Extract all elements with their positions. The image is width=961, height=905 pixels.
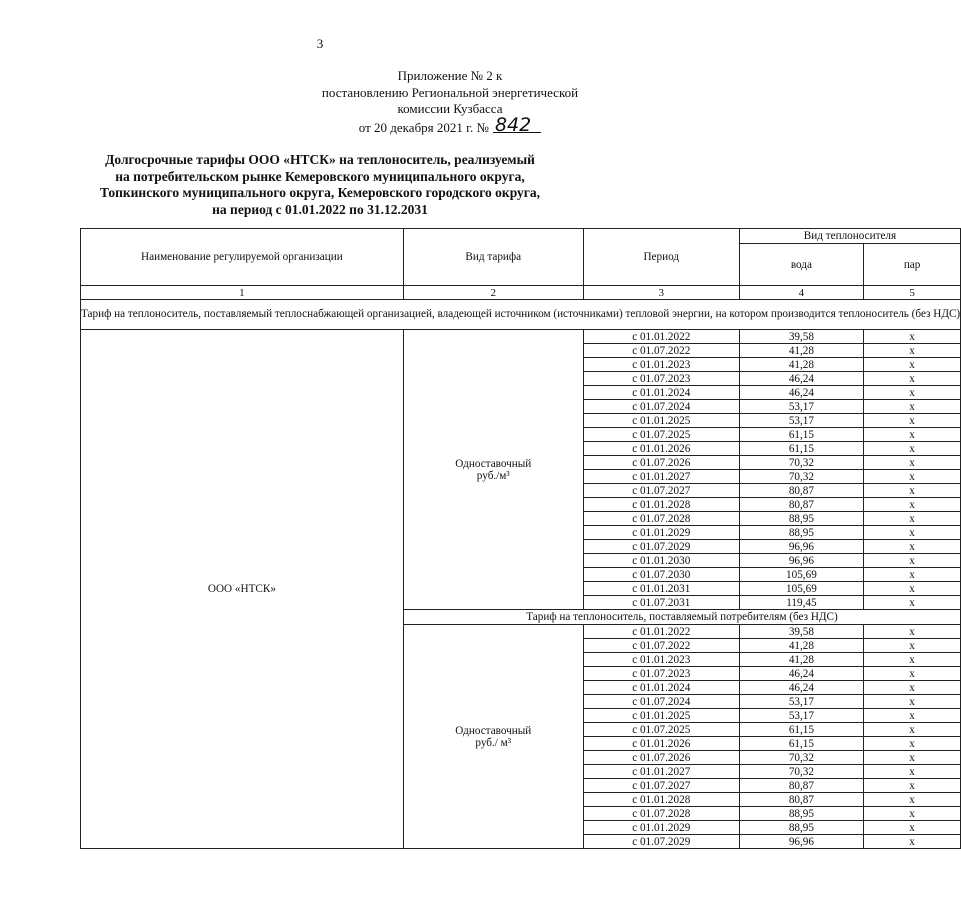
- steam-tariff-cell: x: [864, 568, 961, 582]
- steam-tariff-cell: x: [864, 400, 961, 414]
- water-tariff-cell: 88,95: [739, 821, 863, 835]
- period-cell: с 01.07.2024: [583, 400, 739, 414]
- column-number: 5: [864, 286, 961, 300]
- period-cell: с 01.07.2022: [583, 344, 739, 358]
- appendix-line-3: комиссии Кузбасса: [397, 101, 503, 116]
- steam-tariff-cell: x: [864, 470, 961, 484]
- steam-tariff-cell: x: [864, 653, 961, 667]
- period-cell: с 01.07.2028: [583, 807, 739, 821]
- steam-tariff-cell: x: [864, 667, 961, 681]
- period-cell: с 01.01.2027: [583, 765, 739, 779]
- tariff-kind-cell: [403, 330, 583, 610]
- steam-tariff-cell: x: [864, 428, 961, 442]
- tariff-kind-cell: [403, 625, 583, 849]
- water-tariff-cell: 53,17: [739, 695, 863, 709]
- column-number: 1: [81, 286, 404, 300]
- page-number: 3: [316, 36, 324, 51]
- water-tariff-cell: 80,87: [739, 793, 863, 807]
- appendix-header: [300, 68, 600, 136]
- steam-tariff-cell: x: [864, 582, 961, 596]
- period-cell: с 01.01.2025: [583, 709, 739, 723]
- period-cell: с 01.07.2029: [583, 835, 739, 849]
- tariff-table: [80, 228, 961, 849]
- tariff-unit: руб./ м³: [475, 736, 512, 749]
- steam-tariff-cell: x: [864, 330, 961, 344]
- period-cell: с 01.01.2028: [583, 498, 739, 512]
- water-tariff-cell: 41,28: [739, 358, 863, 372]
- steam-tariff-cell: x: [864, 358, 961, 372]
- steam-tariff-cell: x: [864, 737, 961, 751]
- water-tariff-cell: 61,15: [739, 737, 863, 751]
- steam-tariff-cell: x: [864, 386, 961, 400]
- water-tariff-cell: 105,69: [739, 582, 863, 596]
- steam-tariff-cell: x: [864, 681, 961, 695]
- water-tariff-cell: 39,58: [739, 625, 863, 639]
- period-cell: с 01.01.2022: [583, 625, 739, 639]
- period-cell: с 01.01.2026: [583, 442, 739, 456]
- water-tariff-cell: 88,95: [739, 512, 863, 526]
- appendix-line-4: [300, 113, 600, 137]
- water-tariff-cell: 53,17: [739, 400, 863, 414]
- steam-tariff-cell: x: [864, 554, 961, 568]
- steam-tariff-cell: x: [864, 372, 961, 386]
- steam-tariff-cell: x: [864, 512, 961, 526]
- water-tariff-cell: 96,96: [739, 835, 863, 849]
- handwritten-decree-number: 842: [493, 118, 541, 133]
- water-tariff-cell: 61,15: [739, 723, 863, 737]
- water-tariff-cell: 46,24: [739, 667, 863, 681]
- water-tariff-cell: 53,17: [739, 709, 863, 723]
- water-tariff-cell: 46,24: [739, 681, 863, 695]
- water-tariff-cell: 46,24: [739, 386, 863, 400]
- title-line-2: на потребительском рынке Кемеровского муниципального округа,: [115, 168, 525, 184]
- period-cell: с 01.07.2026: [583, 456, 739, 470]
- steam-tariff-cell: x: [864, 344, 961, 358]
- water-tariff-cell: 41,28: [739, 344, 863, 358]
- steam-tariff-cell: x: [864, 835, 961, 849]
- period-cell: с 01.07.2029: [583, 540, 739, 554]
- period-cell: с 01.07.2027: [583, 779, 739, 793]
- period-cell: с 01.07.2025: [583, 723, 739, 737]
- column-number: 3: [583, 286, 739, 300]
- tariff-kind: Одноставочный: [455, 724, 532, 737]
- title-line-4: на период с 01.01.2022 по 31.12.2031: [212, 201, 428, 217]
- steam-tariff-cell: x: [864, 484, 961, 498]
- column-numbers-row: [81, 286, 961, 300]
- title-line-1: Долгосрочные тарифы ООО «НТСК» на теплоноситель, реализуемый: [105, 152, 535, 167]
- water-tariff-cell: 70,32: [739, 751, 863, 765]
- period-cell: с 01.01.2023: [583, 358, 739, 372]
- column-number: 4: [739, 286, 863, 300]
- period-cell: с 01.01.2025: [583, 414, 739, 428]
- appendix-line-2: постановлению Региональной энергетической: [321, 84, 579, 100]
- water-tariff-cell: 80,87: [739, 498, 863, 512]
- water-tariff-cell: 41,28: [739, 653, 863, 667]
- document-title: [60, 152, 580, 218]
- water-tariff-cell: 96,96: [739, 540, 863, 554]
- steam-tariff-cell: x: [864, 723, 961, 737]
- steam-tariff-cell: x: [864, 793, 961, 807]
- tariff-unit: руб./м³: [476, 469, 510, 482]
- period-cell: с 01.01.2027: [583, 470, 739, 484]
- section-1-caption: Тариф на теплоноситель, поставляемый теплоснабжающей организацией, владеющей источником (источниками) тепловой энергии, на котором производится теплоноситель (без НДС): [81, 300, 961, 330]
- period-cell: с 01.01.2024: [583, 386, 739, 400]
- steam-tariff-cell: x: [864, 821, 961, 835]
- period-cell: с 01.01.2026: [583, 737, 739, 751]
- water-tariff-cell: 46,24: [739, 372, 863, 386]
- header-carrier-type: Вид теплоносителя: [739, 229, 960, 244]
- title-line-3: Топкинского муниципального округа, Кемеровского городского округа,: [99, 185, 541, 201]
- water-tariff-cell: 70,32: [739, 456, 863, 470]
- period-cell: с 01.07.2027: [583, 484, 739, 498]
- water-tariff-cell: 39,58: [739, 330, 863, 344]
- steam-tariff-cell: x: [864, 695, 961, 709]
- water-tariff-cell: 88,95: [739, 807, 863, 821]
- period-cell: с 01.01.2029: [583, 821, 739, 835]
- section-2-caption: Тариф на теплоноситель, поставляемый потребителям (без НДС): [403, 610, 960, 625]
- steam-tariff-cell: x: [864, 765, 961, 779]
- period-cell: с 01.01.2022: [583, 330, 739, 344]
- decree-date: от 20 декабря 2021 г. №: [358, 119, 489, 135]
- period-cell: с 01.07.2022: [583, 639, 739, 653]
- steam-tariff-cell: x: [864, 456, 961, 470]
- period-cell: с 01.07.2023: [583, 372, 739, 386]
- period-cell: с 01.07.2025: [583, 428, 739, 442]
- period-cell: с 01.07.2024: [583, 695, 739, 709]
- steam-tariff-cell: x: [864, 807, 961, 821]
- steam-tariff-cell: x: [864, 625, 961, 639]
- header-organization: Наименование регулируемой организации: [81, 229, 404, 286]
- water-tariff-cell: 53,17: [739, 414, 863, 428]
- steam-tariff-cell: x: [864, 526, 961, 540]
- column-number: 2: [403, 286, 583, 300]
- steam-tariff-cell: x: [864, 639, 961, 653]
- header-steam: пар: [864, 244, 961, 286]
- period-cell: с 01.01.2029: [583, 526, 739, 540]
- water-tariff-cell: 119,45: [739, 596, 863, 610]
- water-tariff-cell: 70,32: [739, 470, 863, 484]
- appendix-line-1: Приложение № 2 к: [397, 68, 503, 83]
- period-cell: с 01.01.2031: [583, 582, 739, 596]
- water-tariff-cell: 80,87: [739, 484, 863, 498]
- steam-tariff-cell: x: [864, 442, 961, 456]
- period-cell: с 01.07.2026: [583, 751, 739, 765]
- tariff-kind: Одноставочный: [455, 457, 532, 470]
- period-cell: с 01.01.2030: [583, 554, 739, 568]
- steam-tariff-cell: x: [864, 751, 961, 765]
- header-period: Период: [583, 229, 739, 286]
- period-cell: с 01.07.2031: [583, 596, 739, 610]
- water-tariff-cell: 41,28: [739, 639, 863, 653]
- period-cell: с 01.01.2023: [583, 653, 739, 667]
- steam-tariff-cell: x: [864, 414, 961, 428]
- period-cell: с 01.07.2028: [583, 512, 739, 526]
- header-water: вода: [739, 244, 863, 286]
- water-tariff-cell: 61,15: [739, 428, 863, 442]
- steam-tariff-cell: x: [864, 779, 961, 793]
- steam-tariff-cell: x: [864, 540, 961, 554]
- steam-tariff-cell: x: [864, 709, 961, 723]
- water-tariff-cell: 105,69: [739, 568, 863, 582]
- period-cell: с 01.07.2030: [583, 568, 739, 582]
- period-cell: с 01.07.2023: [583, 667, 739, 681]
- period-cell: с 01.01.2024: [583, 681, 739, 695]
- steam-tariff-cell: x: [864, 498, 961, 512]
- header-tariff-type: Вид тарифа: [403, 229, 583, 286]
- table-row: [81, 330, 961, 344]
- water-tariff-cell: 88,95: [739, 526, 863, 540]
- water-tariff-cell: 96,96: [739, 554, 863, 568]
- water-tariff-cell: 61,15: [739, 442, 863, 456]
- period-cell: с 01.01.2028: [583, 793, 739, 807]
- steam-tariff-cell: x: [864, 596, 961, 610]
- water-tariff-cell: 80,87: [739, 779, 863, 793]
- water-tariff-cell: 70,32: [739, 765, 863, 779]
- organization-name: ООО «НТСК»: [81, 330, 404, 849]
